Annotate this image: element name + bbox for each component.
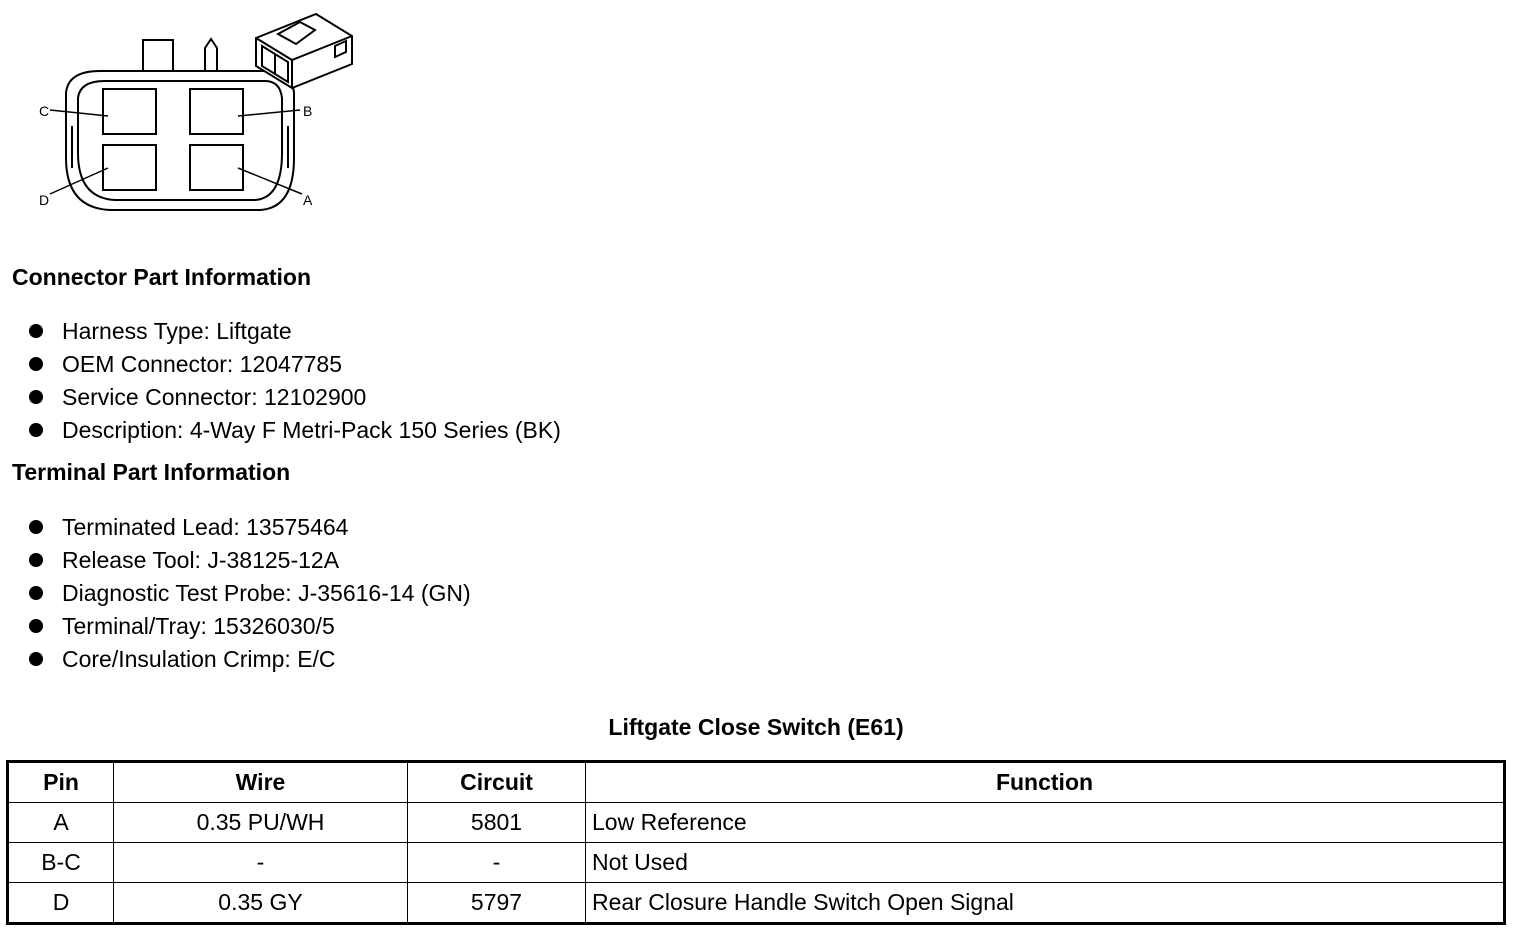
list-item-text: Harness Type: Liftgate	[62, 318, 292, 344]
bullet-icon	[29, 423, 43, 437]
header-pin: Pin	[8, 762, 114, 803]
table-row	[8, 843, 1505, 883]
list-item	[26, 348, 561, 381]
connector-part-heading: Connector Part Information	[12, 264, 312, 290]
list-item	[26, 511, 471, 544]
list-item	[26, 544, 471, 577]
table-row	[8, 883, 1505, 924]
list-item-text: Release Tool: J-38125-12A	[62, 547, 340, 573]
cell-wire: 0.35 PU/WH	[114, 803, 408, 843]
bullet-icon	[29, 390, 43, 404]
list-item	[26, 315, 561, 348]
header-wire: Wire	[114, 762, 408, 803]
terminal-part-heading: Terminal Part Information	[12, 459, 291, 485]
list-item-text: Core/Insulation Crimp: E/C	[62, 646, 336, 672]
list-item	[26, 381, 561, 414]
terminal-part-list	[26, 511, 471, 676]
list-item	[26, 577, 471, 610]
list-item-text: Terminated Lead: 13575464	[62, 514, 349, 540]
cell-pin: A	[8, 803, 114, 843]
list-item-text: Diagnostic Test Probe: J-35616-14 (GN)	[62, 580, 471, 606]
bullet-icon	[29, 652, 43, 666]
list-item-text: OEM Connector: 12047785	[62, 351, 343, 377]
table-title: Liftgate Close Switch (E61)	[608, 714, 904, 740]
cell-circuit: 5801	[408, 803, 586, 843]
header-circuit: Circuit	[408, 762, 586, 803]
connector-body-outer	[66, 71, 294, 210]
bullet-icon	[29, 553, 43, 567]
cell-wire: -	[114, 843, 408, 883]
cell-wire: 0.35 GY	[114, 883, 408, 924]
list-item-text: Terminal/Tray: 15326030/5	[62, 613, 335, 639]
list-item-text: Description: 4-Way F Metri-Pack 150 Series (BK)	[62, 417, 561, 443]
bullet-icon	[29, 586, 43, 600]
pin-label-d: D	[39, 192, 50, 208]
cell-pin: D	[8, 883, 114, 924]
list-item	[26, 610, 471, 643]
bullet-icon	[29, 324, 43, 338]
pin-label-c: C	[39, 103, 50, 119]
table-header-row	[8, 762, 1505, 803]
cell-function: Low Reference	[586, 803, 1505, 843]
list-item	[26, 414, 561, 447]
bullet-icon	[29, 357, 43, 371]
header-function: Function	[586, 762, 1505, 803]
cell-function: Rear Closure Handle Switch Open Signal	[586, 883, 1505, 924]
pin-label-a: A	[303, 192, 313, 208]
latch-tab	[143, 40, 173, 74]
cell-function: Not Used	[586, 843, 1505, 883]
bullet-icon	[29, 520, 43, 534]
bullet-icon	[29, 619, 43, 633]
cell-circuit: 5797	[408, 883, 586, 924]
cell-circuit: -	[408, 843, 586, 883]
pin-label-b: B	[303, 103, 313, 119]
table-row	[8, 803, 1505, 843]
pinout-table	[6, 760, 1506, 925]
list-item-text: Service Connector: 12102900	[62, 384, 367, 410]
list-item	[26, 643, 471, 676]
cell-pin: B-C	[8, 843, 114, 883]
connector-part-list	[26, 315, 561, 447]
connector-diagram	[30, 8, 370, 218]
